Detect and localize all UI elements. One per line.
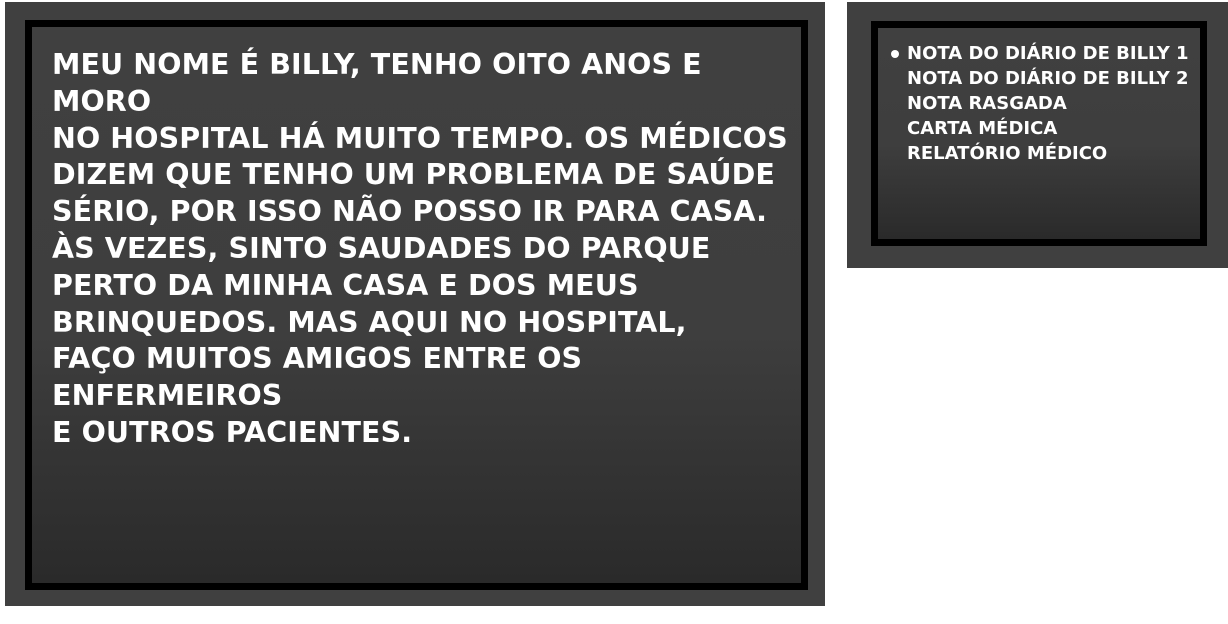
document-list <box>888 41 1198 166</box>
document-list-panel <box>847 2 1228 268</box>
document-item-label: NOTA DO DIÁRIO DE BILLY 2 <box>907 68 1189 89</box>
note-viewer-panel <box>5 2 825 606</box>
document-item-billy-diary-1[interactable] <box>888 41 1198 66</box>
document-item-billy-diary-2[interactable] <box>888 66 1198 91</box>
selection-bullet-icon <box>891 50 899 58</box>
document-item-label: CARTA MÉDICA <box>907 118 1058 139</box>
document-item-torn-note[interactable] <box>888 91 1198 116</box>
document-item-label: NOTA RASGADA <box>907 93 1067 114</box>
note-viewer-frame <box>25 20 808 590</box>
note-text: MEU NOME É BILLY, TENHO OITO ANOS E MORO NO HOSPITAL HÁ MUITO TEMPO. OS MÉDICOS DIZEM QUE TENHO UM PROBLEMA DE SAÚDE SÉRIO, POR ISSO NÃO POSSO IR PARA CASA. ÀS VEZES, SINTO SAUDADES DO PARQUE PERTO DA MINHA CASA E DOS MEUS BRINQUEDOS. MAS AQUI NO HOSPITAL, FAÇO MUITOS AMIGOS ENTRE OS ENFERMEIROS E OUTROS PACIENTES. <box>52 48 788 449</box>
document-item-label: NOTA DO DIÁRIO DE BILLY 1 <box>907 43 1189 64</box>
document-list-frame <box>871 21 1207 246</box>
document-item-medical-report[interactable] <box>888 141 1198 166</box>
document-item-label: RELATÓRIO MÉDICO <box>907 143 1108 164</box>
document-item-medical-letter[interactable] <box>888 116 1198 141</box>
